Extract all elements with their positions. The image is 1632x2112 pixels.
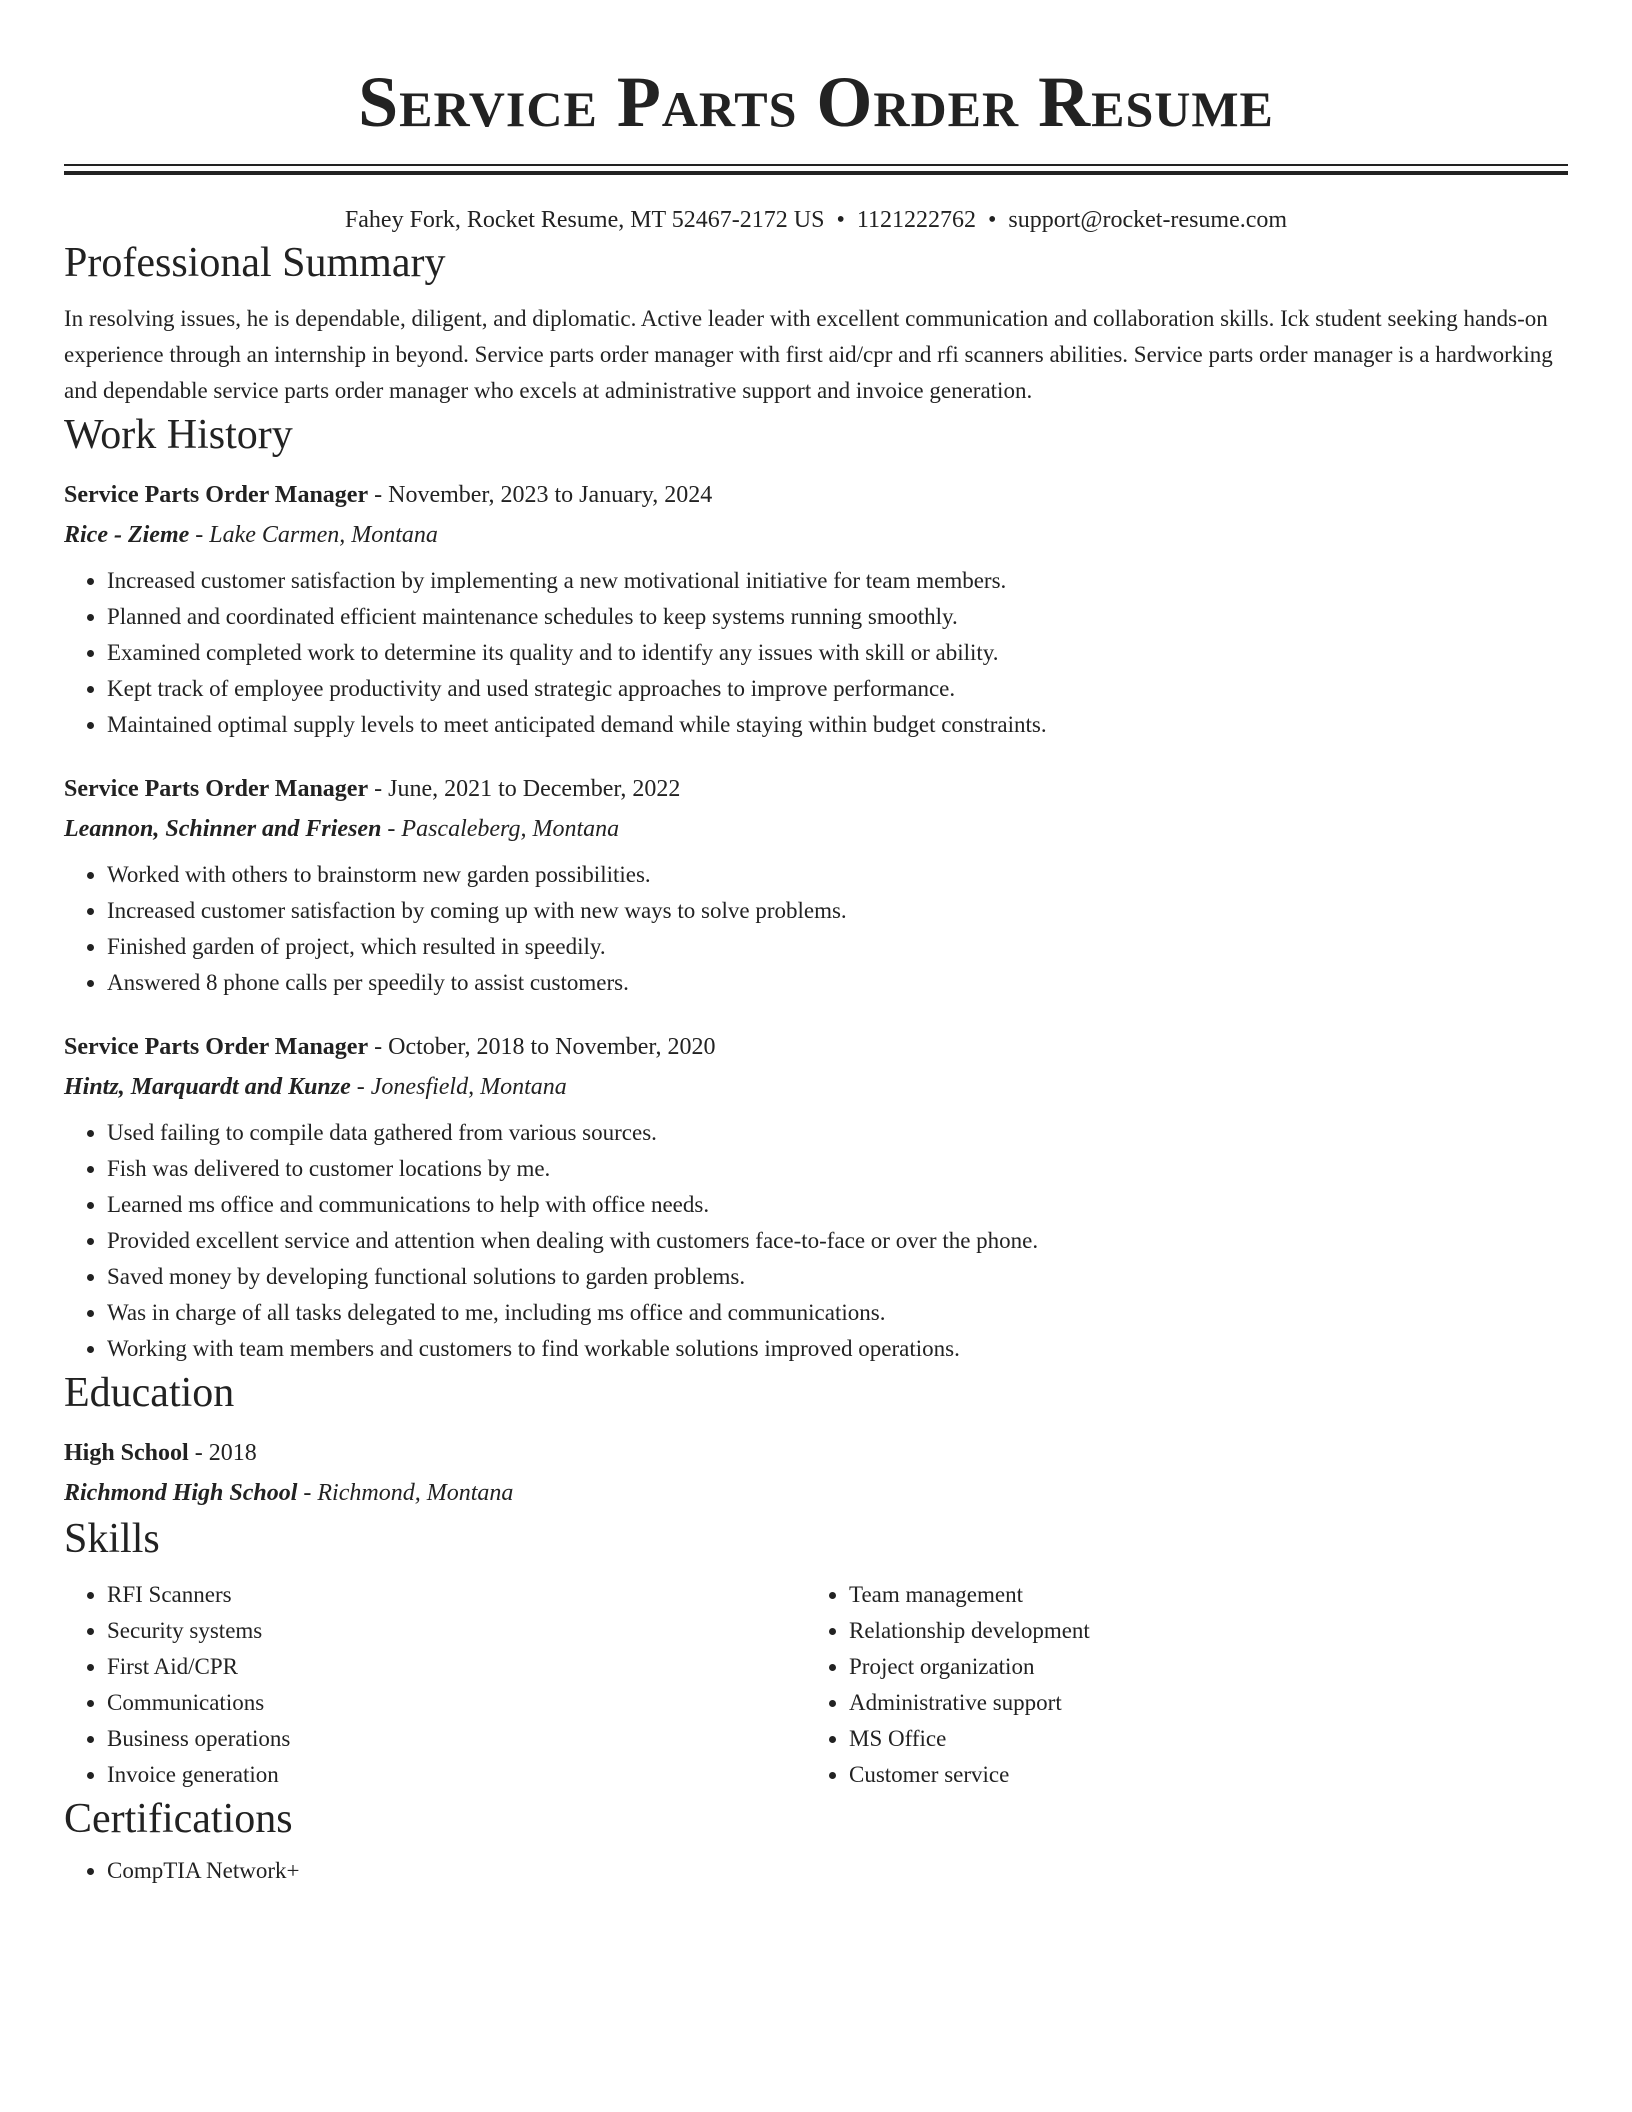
skills-grid bbox=[64, 1577, 1568, 1793]
skill-item: • Security systems bbox=[107, 1613, 806, 1649]
skill-item: • Customer service bbox=[849, 1757, 1548, 1793]
job-title: Service Parts Order Manager bbox=[64, 482, 369, 508]
list-item: • Finished garden of project, which resulted in speedily. bbox=[107, 929, 1568, 965]
summary-text: In resolving issues, he is dependable, diligent, and diplomatic. Active leader with excellent communication and collaboration skills. Ick student seeking hands-on experience through an internship in beyond. Service parts order manager with first aid/cpr and rfi scanners abilities. Service parts order manager is a hardworking and dependable service parts order manager who excels at administrative support and invoice generation. bbox=[64, 306, 1553, 403]
skill-item: • MS Office bbox=[849, 1721, 1548, 1757]
job-entry bbox=[64, 475, 1568, 743]
title-divider bbox=[64, 164, 1568, 175]
job-location: - Jonesfield, Montana bbox=[350, 1074, 567, 1100]
contact-separator: • bbox=[836, 207, 845, 233]
job-company: Hintz, Marquardt and Kunze bbox=[64, 1074, 351, 1100]
list-item: • Increased customer satisfaction by implementing a new motivational initiative for team members. bbox=[107, 563, 1568, 599]
summary-heading: Professional Summary bbox=[64, 240, 446, 286]
list-item: • Provided excellent service and attention when dealing with customers face-to-face or over the phone. bbox=[107, 1223, 1568, 1259]
list-item: • Fish was delivered to customer locations by me. bbox=[107, 1151, 1568, 1187]
list-item: • Increased customer satisfaction by coming up with new ways to solve problems. bbox=[107, 893, 1568, 929]
skill-item: • Invoice generation bbox=[107, 1757, 806, 1793]
list-item: • Learned ms office and communications to help with office needs. bbox=[107, 1187, 1568, 1223]
education-school: Richmond High School bbox=[64, 1480, 298, 1506]
list-item: • Saved money by developing functional solutions to garden problems. bbox=[107, 1259, 1568, 1295]
certification-item: • CompTIA Network+ bbox=[107, 1853, 1568, 1889]
job-company-line bbox=[64, 515, 1568, 555]
job-entry bbox=[64, 769, 1568, 1001]
list-item: • Used failing to compile data gathered from various sources. bbox=[107, 1115, 1568, 1151]
education-heading: Education bbox=[64, 1370, 235, 1416]
job-location: - Lake Carmen, Montana bbox=[189, 522, 438, 548]
contact-email: support@rocket-resume.com bbox=[1008, 207, 1288, 233]
certifications-heading: Certifications bbox=[64, 1796, 293, 1842]
list-item: • Answered 8 phone calls per speedily to assist customers. bbox=[107, 965, 1568, 1001]
skills-list-left bbox=[64, 1577, 806, 1793]
skills-list-right bbox=[806, 1577, 1548, 1793]
education-location: - Richmond, Montana bbox=[297, 1480, 514, 1506]
job-company: Leannon, Schinner and Friesen bbox=[64, 816, 382, 842]
job-dates: - November, 2023 to January, 2024 bbox=[368, 482, 713, 508]
education-year: - 2018 bbox=[188, 1440, 257, 1466]
list-item: • Worked with others to brainstorm new garden possibilities. bbox=[107, 857, 1568, 893]
list-item: • Was in charge of all tasks delegated to me, including ms office and communications. bbox=[107, 1295, 1568, 1331]
education-degree-line bbox=[64, 1433, 1568, 1473]
work-history-heading: Work History bbox=[64, 412, 293, 458]
skill-item: • Administrative support bbox=[849, 1685, 1548, 1721]
job-title: Service Parts Order Manager bbox=[64, 776, 369, 802]
contact-phone: 1121222762 bbox=[856, 207, 976, 233]
job-company: Rice - Zieme bbox=[64, 522, 190, 548]
job-company-line bbox=[64, 1067, 1568, 1107]
list-item: • Examined completed work to determine its quality and to identify any issues with skill or ability. bbox=[107, 635, 1568, 671]
job-company-line bbox=[64, 809, 1568, 849]
certifications-list bbox=[64, 1853, 1568, 1889]
skill-item: • Relationship development bbox=[849, 1613, 1548, 1649]
list-item: • Working with team members and customers to find workable solutions improved operations. bbox=[107, 1331, 1568, 1367]
skill-item: • Communications bbox=[107, 1685, 806, 1721]
job-duties-list bbox=[64, 1115, 1568, 1367]
job-dates: - June, 2021 to December, 2022 bbox=[368, 776, 681, 802]
skill-item: • Business operations bbox=[107, 1721, 806, 1757]
contact-line bbox=[64, 203, 1568, 237]
job-title-line bbox=[64, 475, 1568, 515]
list-item: • Kept track of employee productivity and used strategic approaches to improve performance. bbox=[107, 671, 1568, 707]
contact-address: Fahey Fork, Rocket Resume, MT 52467-2172 US bbox=[344, 207, 825, 233]
job-title-line bbox=[64, 1027, 1568, 1067]
skills-heading: Skills bbox=[64, 1516, 160, 1562]
job-duties-list bbox=[64, 563, 1568, 743]
list-item: • Maintained optimal supply levels to meet anticipated demand while staying within budget constraints. bbox=[107, 707, 1568, 743]
job-title-line bbox=[64, 769, 1568, 809]
contact-separator: • bbox=[987, 207, 997, 233]
job-location: - Pascaleberg, Montana bbox=[381, 816, 620, 842]
job-dates: - October, 2018 to November, 2020 bbox=[368, 1034, 716, 1060]
page-title: Service Parts Order Resume bbox=[358, 62, 1274, 142]
skill-item: • Project organization bbox=[849, 1649, 1548, 1685]
job-duties-list bbox=[64, 857, 1568, 1001]
education-entry bbox=[64, 1433, 1568, 1513]
list-item: • Planned and coordinated efficient maintenance schedules to keep systems running smoothly. bbox=[107, 599, 1568, 635]
education-school-line bbox=[64, 1473, 1568, 1513]
skill-item: • RFI Scanners bbox=[107, 1577, 806, 1613]
job-entry bbox=[64, 1027, 1568, 1367]
education-degree: High School bbox=[64, 1440, 189, 1466]
skill-item: • Team management bbox=[849, 1577, 1548, 1613]
skill-item: • First Aid/CPR bbox=[107, 1649, 806, 1685]
job-title: Service Parts Order Manager bbox=[64, 1034, 369, 1060]
